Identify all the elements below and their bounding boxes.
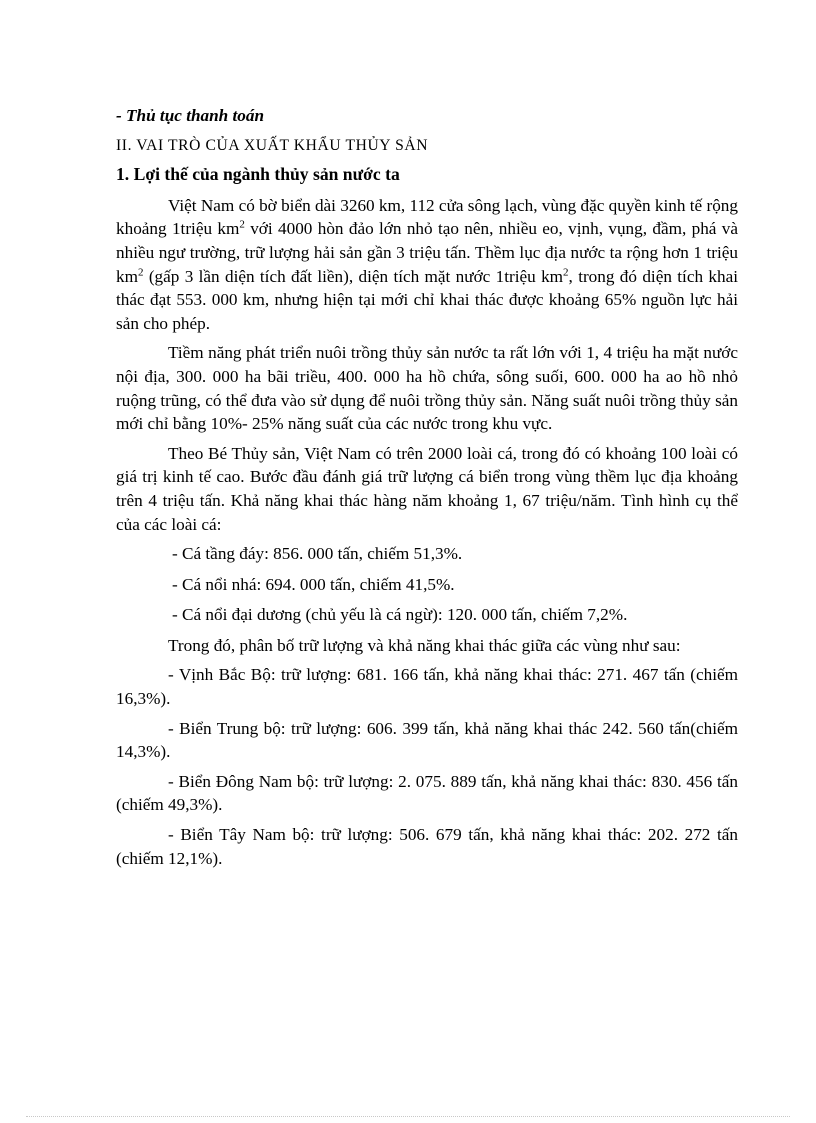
list-item-fish: - Cá nổi nhá: 694. 000 tấn, chiếm 41,5%. — [172, 574, 455, 594]
paragraph-text: , trong đó diện tích khai thác đạt 553. 000 km, nhưng hiện tại mới chỉ khai thác được khoảng 65% nguồn lực hải sản cho phép. — [116, 266, 738, 333]
superscript: 2 — [563, 265, 569, 278]
superscript: 2 — [137, 265, 144, 278]
payment-procedure-heading: - Thủ tục thanh toán — [116, 106, 265, 125]
list-item-region: - Biển Đông Nam bộ: trữ lượng: 2. 075. 889 tấn, khả năng khai thác: 830. 456 tấn (chiếm 49,3%). — [116, 771, 738, 815]
paragraph-text: Việt Nam có bờ biển dài 3260 km, 112 cửa sông lạch, vùng đặc quyền kinh tế rộng khoảng 1triệu km — [116, 195, 738, 239]
section-heading: II. VAI TRÒ CỦA XUẤT KHẨU THỦY SẢN — [116, 136, 429, 154]
list-item-region: - Biển Trung bộ: trữ lượng: 606. 399 tấn, khả năng khai thác 242. 560 tấn(chiếm 14,3%). — [116, 718, 738, 762]
paragraph-fish-species: Theo Bé Thủy sản, Việt Nam có trên 2000 loài cá, trong đó có khoảng 100 loài có giá trị kinh tế cao. Bước đầu đánh giá trữ lượng cá biển trong vùng thềm lục địa khoảng trên 4 triệu tấn. Khả năng khai thác hàng năm khoảng 1, 67 triệu/năm. Tình hình cụ thể của các loài cá: — [116, 443, 738, 534]
paragraph-text: với 4000 hòn đảo lớn nhỏ tạo nên, nhiều eo, vịnh, vụng, đầm, phá và nhiều ngư trường, trữ lượng hải sản gần 3 triệu tấn. Thềm lục địa nước ta rộng hơn 1 triệu km — [116, 219, 739, 286]
list-item-fish: - Cá tầng đáy: 856. 000 tấn, chiếm 51,3%. — [172, 544, 463, 564]
advantage-heading: 1. Lợi thế của ngành thủy sản nước ta — [116, 164, 400, 185]
list-item-region: - Vịnh Bắc Bộ: trữ lượng: 681. 166 tấn, khả năng khai thác: 271. 467 tấn (chiếm 16,3%). — [116, 665, 738, 709]
document-page — [116, 104, 738, 876]
paragraph-aquaculture: Tiềm năng phát triển nuôi trồng thủy sản nước ta rất lớn với 1, 4 triệu ha mặt nước nội địa, 300. 000 ha bãi triều, 400. 000 ha hồ chứa, sông suối, 600. 000 ha ao hồ nhỏ ruộng trũng, có thể đưa vào sử dụng để nuôi trồng thủy sản. Năng suất nuôi trồng thủy sản mới chỉ bằng 10%- 25% năng suất của các nước trong khu vực. — [116, 343, 739, 434]
paragraph-distribution: Trong đó, phân bố trữ lượng và khả năng khai thác giữa các vùng như sau: — [168, 635, 681, 655]
paragraph-text: (gấp 3 lần diện tích đất liền), diện tích mặt nước 1triệu km — [143, 266, 564, 286]
superscript: 2 — [239, 218, 245, 231]
page-bottom-divider — [26, 1116, 790, 1117]
list-item-fish: - Cá nổi đại dương (chủ yếu là cá ngừ): 120. 000 tấn, chiếm 7,2%. — [172, 605, 628, 625]
paragraph-coastline — [116, 194, 738, 336]
list-item-region: - Biển Tây Nam bộ: trữ lượng: 506. 679 tấn, khả năng khai thác: 202. 272 tấn (chiếm 12,1%). — [116, 825, 738, 868]
